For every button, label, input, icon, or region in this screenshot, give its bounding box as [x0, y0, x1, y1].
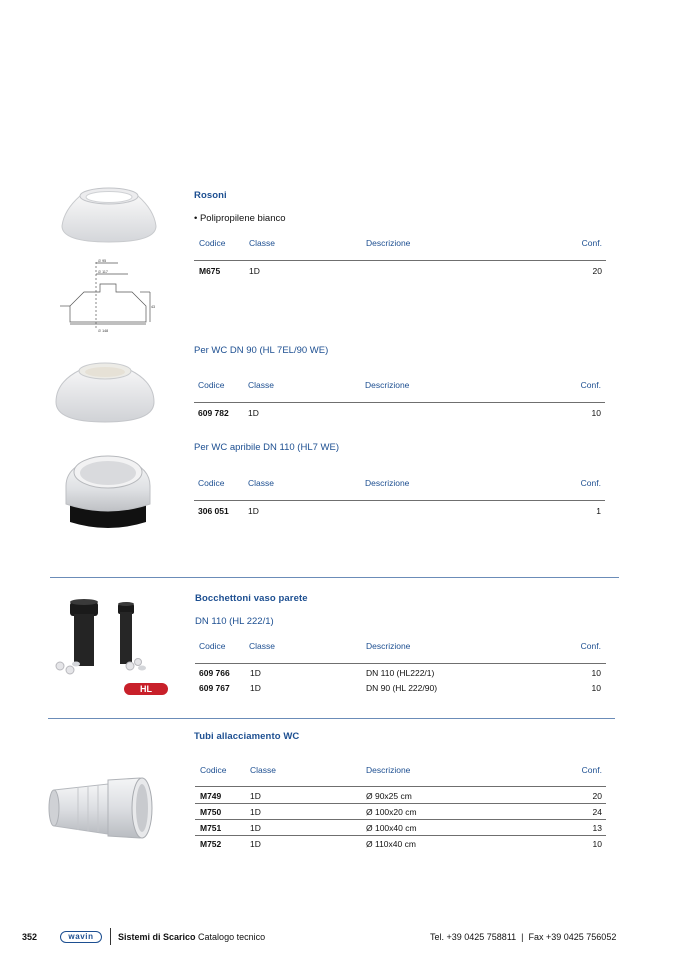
header-descrizione: Descrizione — [366, 641, 411, 651]
row-descrizione: Ø 100x20 cm — [366, 807, 417, 817]
dim-d95-label: ∅ 95 — [98, 259, 107, 263]
row-codice: 609 766 — [199, 668, 230, 678]
header-classe: Classe — [248, 478, 274, 488]
dim-h43-label: 43 — [151, 305, 155, 309]
header-codice: Codice — [198, 478, 225, 488]
row-codice: M750 — [200, 807, 222, 817]
table-rule — [195, 786, 606, 787]
rosone-wc110-image — [60, 442, 156, 539]
dim-d148-label: ∅ 148 — [98, 329, 109, 333]
table-rule — [194, 402, 605, 403]
row-classe: 1D — [250, 668, 261, 678]
row-conf: 10 — [592, 839, 602, 849]
section-divider — [50, 577, 619, 578]
row-descrizione: Ø 110x40 cm — [366, 839, 416, 849]
header-descrizione: Descrizione — [366, 765, 411, 775]
hl-badge: HL — [124, 683, 168, 695]
row-conf: 20 — [592, 791, 602, 801]
row-codice: 609 782 — [198, 408, 229, 418]
contact-info: Tel. +39 0425 758811 | Fax +39 0425 756052 — [430, 932, 617, 942]
tubi-title: Tubi allacciamento WC — [194, 731, 300, 742]
row-conf: 1 — [596, 506, 601, 516]
row-classe: 1D — [250, 823, 261, 833]
row-codice: M675 — [199, 266, 221, 276]
header-descrizione: Descrizione — [365, 380, 410, 390]
header-codice: Codice — [199, 238, 226, 248]
row-classe: 1D — [250, 683, 261, 693]
row-codice: M751 — [200, 823, 222, 833]
wc90-subtitle: Per WC DN 90 (HL 7EL/90 WE) — [194, 345, 329, 356]
bocchettoni-image — [50, 596, 174, 685]
header-classe: Classe — [250, 765, 276, 775]
wavin-logo: wavin — [60, 931, 102, 943]
row-conf: 13 — [592, 823, 602, 833]
rosone-wc90-image — [50, 352, 160, 435]
dim-d117-label: ∅ 117 — [98, 270, 108, 274]
header-conf: Conf. — [581, 765, 602, 775]
catalog-label — [118, 932, 265, 942]
header-conf: Conf. — [580, 380, 601, 390]
row-rule — [195, 819, 606, 820]
row-conf: 10 — [591, 408, 601, 418]
bocchettoni-title: Bocchettoni vaso parete — [195, 593, 308, 604]
rosone-image — [56, 180, 162, 255]
header-classe: Classe — [248, 380, 274, 390]
row-conf: 10 — [591, 668, 601, 678]
rosone-technical-drawing — [58, 256, 162, 339]
header-descrizione: Descrizione — [366, 238, 411, 248]
wc110-subtitle: Per WC apribile DN 110 (HL7 WE) — [194, 442, 340, 453]
table-rule — [194, 500, 605, 501]
header-conf: Conf. — [580, 478, 601, 488]
catalog-bold: Sistemi di Scarico — [118, 932, 196, 942]
header-codice: Codice — [198, 380, 225, 390]
catalog-rest: Catalogo tecnico — [195, 932, 266, 942]
section-divider — [48, 718, 615, 719]
row-classe: 1D — [250, 839, 261, 849]
row-classe: 1D — [249, 266, 260, 276]
row-rule — [195, 803, 606, 804]
table-rule — [195, 663, 606, 664]
row-conf: 24 — [592, 807, 602, 817]
row-conf: 10 — [591, 683, 601, 693]
row-codice: 609 767 — [199, 683, 230, 693]
header-codice: Codice — [199, 641, 226, 651]
row-descrizione: Ø 90x25 cm — [366, 791, 412, 801]
header-classe: Classe — [249, 238, 275, 248]
header-descrizione: Descrizione — [365, 478, 410, 488]
row-classe: 1D — [248, 506, 259, 516]
row-descrizione: DN 110 (HL222/1) — [366, 668, 435, 678]
row-codice: M752 — [200, 839, 222, 849]
row-codice: 306 051 — [198, 506, 229, 516]
footer-divider — [110, 928, 111, 945]
row-classe: 1D — [248, 408, 259, 418]
rosoni-title: Rosoni — [194, 190, 227, 201]
row-descrizione: Ø 100x40 cm — [366, 823, 417, 833]
row-conf: 20 — [592, 266, 602, 276]
row-descrizione: DN 90 (HL 222/90) — [366, 683, 438, 693]
rosoni-bullet: • Polipropilene bianco — [194, 213, 286, 224]
table-rule — [194, 260, 606, 261]
row-rule — [195, 835, 606, 836]
row-classe: 1D — [250, 791, 261, 801]
header-conf: Conf. — [580, 641, 601, 651]
tubo-image — [48, 770, 158, 849]
header-classe: Classe — [249, 641, 275, 651]
row-classe: 1D — [250, 807, 261, 817]
row-codice: M749 — [200, 791, 222, 801]
bocchettoni-subtitle: DN 110 (HL 222/1) — [195, 616, 274, 627]
page-number: 352 — [22, 932, 38, 942]
header-codice: Codice — [200, 765, 227, 775]
header-conf: Conf. — [581, 238, 602, 248]
